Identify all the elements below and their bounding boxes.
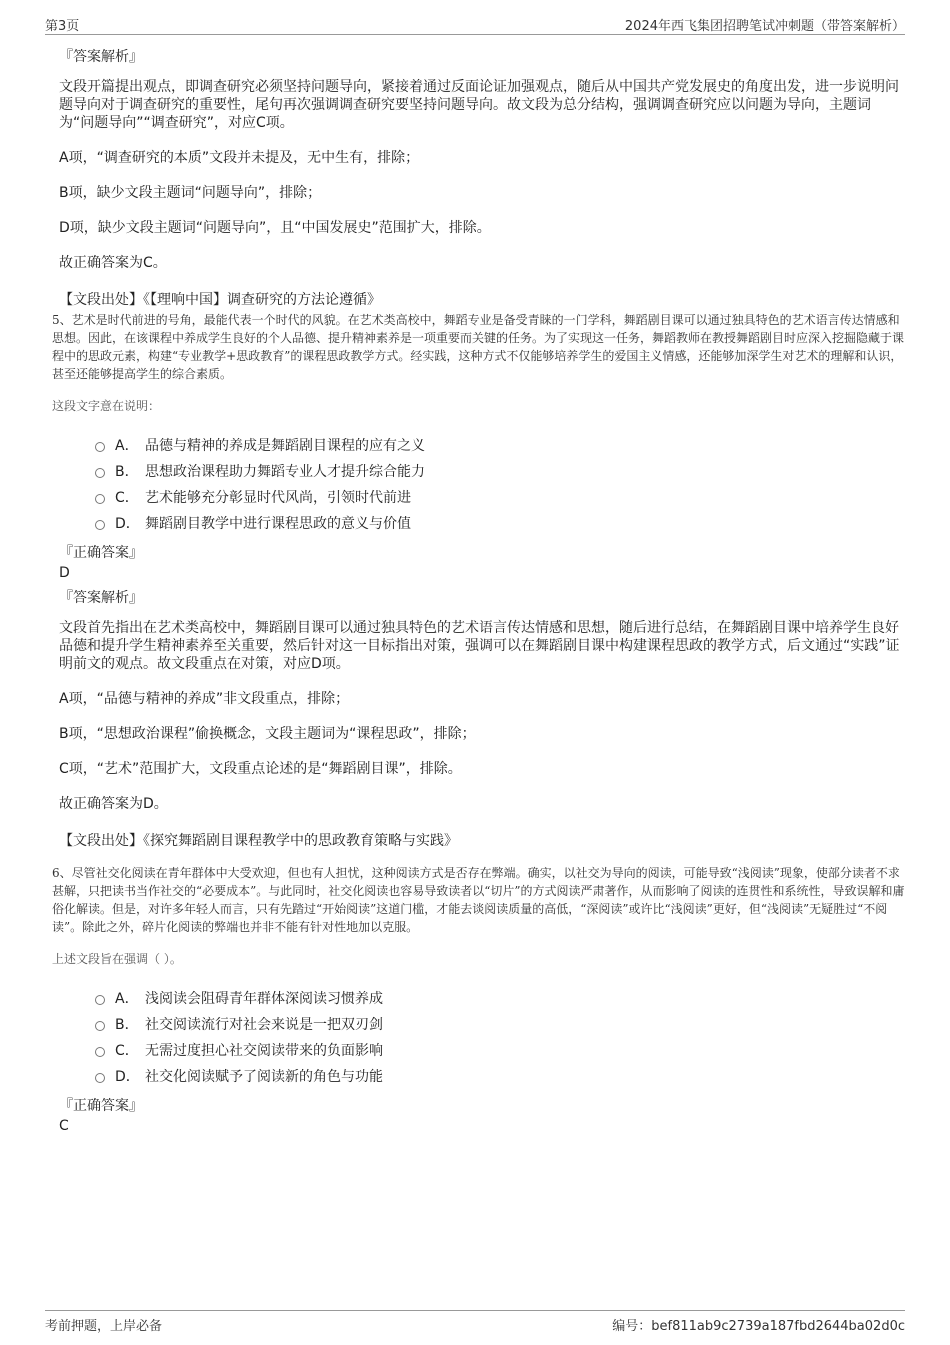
q5-correct-label: 『正确答案』 xyxy=(59,545,143,561)
q5-option-c[interactable]: C． 艺术能够充分彰显时代风尚，引领时代前进 xyxy=(95,484,905,510)
q4-source: 【文段出处】《【理响中国】调查研究的方法论遵循》 xyxy=(59,292,381,308)
q6-prompt: 上述文段旨在强调（ ）。 xyxy=(52,952,182,966)
option-text: 社交化阅读赋予了阅读新的角色与功能 xyxy=(145,1069,383,1085)
radio-icon[interactable] xyxy=(95,494,105,504)
option-text: 舞蹈剧目教学中进行课程思政的意义与价值 xyxy=(145,516,411,532)
option-text: 社交阅读流行对社会来说是一把双刃剑 xyxy=(145,1017,383,1033)
q4-analysis-para: B项，缺少文段主题词“问题导向”，排除； xyxy=(59,185,322,201)
q6-option-d[interactable]: D． 社交化阅读赋予了阅读新的角色与功能 xyxy=(95,1063,905,1089)
q5-options xyxy=(95,432,905,536)
page-footer xyxy=(45,1310,905,1333)
q5-analysis-para: C项，“艺术”范围扩大，文段重点论述的是“舞蹈剧目课”，排除。 xyxy=(59,761,462,777)
q6-option-c[interactable]: C． 无需过度担心社交阅读带来的负面影响 xyxy=(95,1037,905,1063)
option-text: 品德与精神的养成是舞蹈剧目课程的应有之义 xyxy=(145,438,425,454)
q5-analysis-para: A项，“品德与精神的养成”非文段重点，排除； xyxy=(59,691,350,707)
q4-analysis-para: A项，“调查研究的本质”文段并未提及，无中生有，排除； xyxy=(59,150,420,166)
option-text: 无需过度担心社交阅读带来的负面影响 xyxy=(145,1043,383,1059)
q6-correct-answer: C xyxy=(59,1118,69,1134)
radio-icon[interactable] xyxy=(95,442,105,452)
q5-source: 【文段出处】《探究舞蹈剧目课程教学中的思政教育策略与实践》 xyxy=(59,833,458,849)
option-text: 浅阅读会阻碍青年群体深阅读习惯养成 xyxy=(145,991,383,1007)
q6-options xyxy=(95,985,905,1089)
q4-analysis-para: D项，缺少文段主题词“问题导向”，且“中国发展史”范围扩大，排除。 xyxy=(59,220,491,236)
q5-correct-answer: D xyxy=(59,565,70,581)
option-text: 思想政治课程助力舞蹈专业人才提升综合能力 xyxy=(145,464,425,480)
q6-option-a[interactable]: A． 浅阅读会阻碍青年群体深阅读习惯养成 xyxy=(95,985,905,1011)
q5-analysis-para: 文段首先指出在艺术类高校中，舞蹈剧目课可以通过独具特色的艺术语言传达情感和思想，随后进行总结，在舞蹈剧目课中培养学生良好品德和提升学生精神素养至关重要，然后针对这一目标指出对策，强调可以在舞蹈剧目课中构建课程思政的教学方式，后文通过“实践”证明前文的观点。故文段重点在对策，对应D项。 xyxy=(59,620,900,672)
q6-option-b[interactable]: B． 社交阅读流行对社会来说是一把双刃剑 xyxy=(95,1011,905,1037)
page-content xyxy=(52,46,905,1140)
radio-icon[interactable] xyxy=(95,995,105,1005)
radio-icon[interactable] xyxy=(95,1021,105,1031)
q6-question-text: 6、尽管社交化阅读在青年群体中大受欢迎，但也有人担忧，这种阅读方式是否存在弊端。确实，以社交为导向的阅读，可能导致“浅阅读”现象，使部分读者不求甚解，只把读书当作社交的“必要成本”。与此同时，社交化阅读也容易导致读者以“切片”的方式阅读严肃著作，从而影响了阅读的连贯性和系统性，导致误解和庸俗化解读。但是，对许多年轻人而言，只有先踏过“开始阅读”这道门槛，才能去谈阅读质量的高低，“深阅读”或许比“浅阅读”更好，但“浅阅读”无疑胜过“不阅读”。除此之外，碎片化阅读的弊端也并非不能有针对性地加以克服。 xyxy=(52,866,905,934)
radio-icon[interactable] xyxy=(95,468,105,478)
q4-analysis-label: 『答案解析』 xyxy=(59,49,143,65)
q5-option-a[interactable]: A． 品德与精神的养成是舞蹈剧目课程的应有之义 xyxy=(95,432,905,458)
radio-icon[interactable] xyxy=(95,1073,105,1083)
option-text: 艺术能够充分彰显时代风尚，引领时代前进 xyxy=(145,490,411,506)
q5-analysis-label: 『答案解析』 xyxy=(59,590,143,606)
footer-slogan: 考前押题，上岸必备 xyxy=(45,1319,163,1334)
document-title: 2024年西飞集团招聘笔试冲刺题（带答案解析） xyxy=(624,19,905,34)
q5-analysis-para: B项，“思想政治课程”偷换概念，文段主题词为“课程思政”，排除； xyxy=(59,726,476,742)
radio-icon[interactable] xyxy=(95,1047,105,1057)
q5-option-d[interactable]: D． 舞蹈剧目教学中进行课程思政的意义与价值 xyxy=(95,510,905,536)
q5-prompt: 这段文字意在说明： xyxy=(52,399,161,413)
page-number: 第3页 xyxy=(45,19,80,34)
page-header xyxy=(45,14,905,35)
q4-analysis-para: 文段开篇提出观点，即调查研究必须坚持问题导向，紧接着通过反面论证加强观点，随后从中国共产党发展史的角度出发，进一步说明问题导向对于调查研究的重要性，尾句再次强调调查研究要坚持问题导向。故文段为总分结构，强调调查研究应以问题为导向，主题词为“问题导向”“调查研究”，对应C项。 xyxy=(59,79,899,131)
q5-question-text: 5、艺术是时代前进的号角，最能代表一个时代的风貌。在艺术类高校中，舞蹈专业是备受青睐的一门学科，舞蹈剧目课可以通过独具特色的艺术语言传达情感和思想。因此，在该课程中养成学生良好的个人品德、提升精神素养是一项重要而关键的任务。为了实现这一任务，舞蹈教师在教授舞蹈剧目时应深入挖掘隐藏于课程中的思政元素，构建“专业教学+思政教育”的课程思政教学方式。经实践，这种方式不仅能够培养学生的爱国主义情感，还能够加深学生对艺术的理解和认识，甚至还能够提高学生的综合素质。 xyxy=(52,313,905,381)
q4-analysis-para: 故正确答案为C。 xyxy=(59,255,167,271)
q5-option-b[interactable]: B． 思想政治课程助力舞蹈专业人才提升综合能力 xyxy=(95,458,905,484)
radio-icon[interactable] xyxy=(95,520,105,530)
q6-correct-label: 『正确答案』 xyxy=(59,1098,143,1114)
q5-analysis-para: 故正确答案为D。 xyxy=(59,796,168,812)
document-id: 编号：bef811ab9c2739a187fbd2644ba02d0c xyxy=(612,1319,905,1334)
